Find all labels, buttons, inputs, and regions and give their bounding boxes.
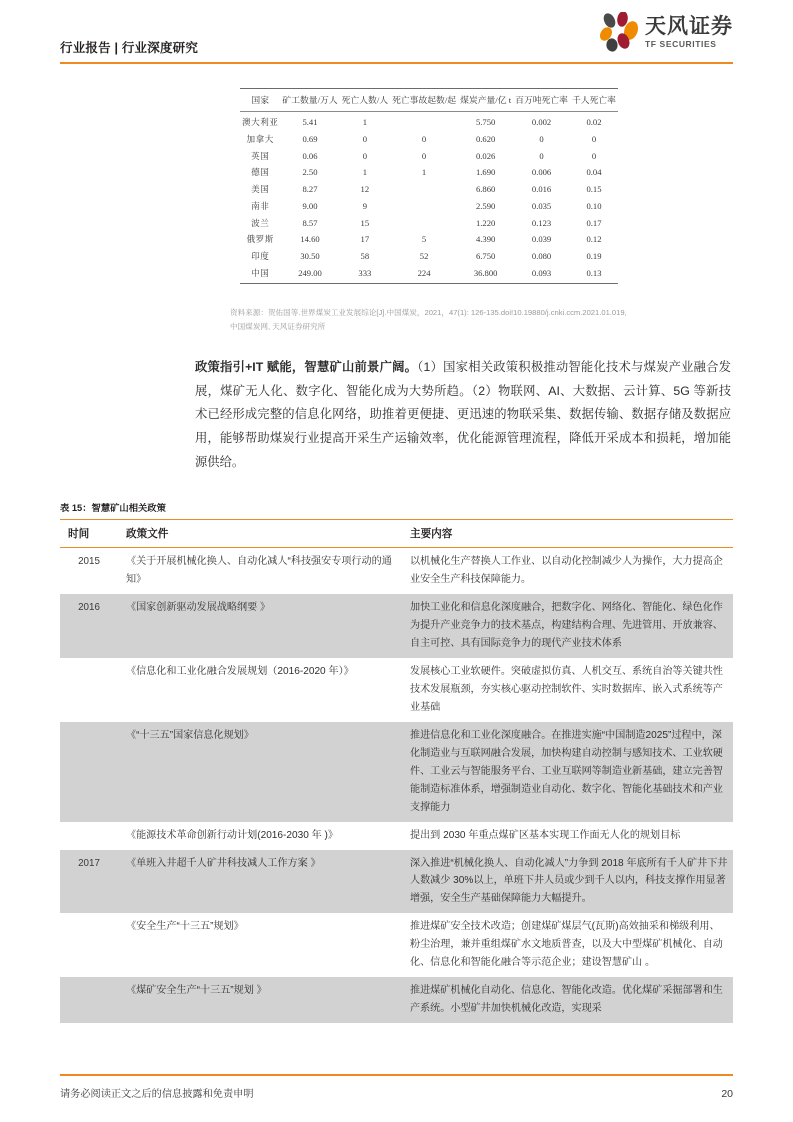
cell-deaths: 15 [360,217,370,228]
cell-accidents: 0 [421,133,427,144]
cell-miners: 249.00 [298,268,322,279]
cell-miners: 30.50 [300,251,320,262]
cell-accidents: 0 [421,150,427,161]
table-row [240,112,618,131]
coal-statistics-table [240,88,618,284]
cell-miners: 5.41 [302,117,318,127]
policy-cell-document: 《关于开展机械化换人、自动化减人“科技强安专项行动的通知》 [118,548,400,594]
cell-accidents [390,181,458,198]
footer-disclaimer: 请务必阅读正文之后的信息披露和免责申明 [60,1089,254,1100]
cell-rate-mt: 0.006 [531,167,552,178]
logo-chinese-name: 天风证券 [645,14,733,38]
policy-table-row [60,722,733,822]
cell-rate-mt: 0.080 [531,251,552,262]
cell-deaths: 333 [358,268,372,279]
cell-deaths: 58 [360,251,370,262]
cell-output: 0.026 [475,150,496,161]
policy-table-row [60,658,733,722]
cell-miners: 2.50 [302,167,318,178]
policy-cell-content: 推进信息化和工业化深度融合。在推进实施“中国制造2025”过程中，深化制造业与互联网融合发展，加快构建自动控制与感知技术、工业软硬件、工业云与智能服务平台、工业互联网等制造业新基础，建立完善智能制造标准体系，增强制造业自动化、数字化、智能化基础技术和产业支撑能力 [400,722,733,822]
cell-output: 2.590 [475,200,496,211]
cell-country: 美国 [251,184,270,195]
policy-cell-content: 提出到 2030 年重点煤矿区基本实现工作面无人化的规划目标 [400,822,733,850]
analysis-paragraph [195,356,733,474]
policy-cell-document: 《煤矿安全生产“十三五”规划 》 [118,977,400,1023]
tf-securities-logo-icon [598,12,640,52]
policy-cell-content: 深入推进“机械化换人、自动化减人”力争到 2018 年底所有千人矿井下井人数减少 30%以上，单班下井人员或少到千人以内，科技支撑作用显著增强，安全生产基础保障能力大幅提升。 [400,850,733,914]
cell-country: 波兰 [251,217,270,228]
company-logo [598,12,733,52]
policy-cell-document: 《单班入井超千人矿井科技减人工作方案 》 [118,850,400,914]
policy-col-header-time: 时间 [60,520,118,548]
footer-divider [60,1074,733,1076]
policy-col-header-content: 主要内容 [400,520,733,548]
policy-cell-document: 《信息化和工业化融合发展规划（2016-2020 年）》 [118,658,400,722]
table-row [240,164,618,181]
source-note [230,306,730,334]
cell-rate-mt: 0.035 [531,200,552,211]
col-header-accidents: 死亡事故起数/起 [392,95,457,105]
cell-rate-kp: 0 [591,150,597,161]
cell-output: 5.750 [475,117,496,127]
cell-output: 6.860 [475,184,496,195]
cell-country: 英国 [251,150,270,161]
cell-country: 澳大利亚 [242,117,279,127]
policy-table [60,519,733,1023]
policy-cell-content: 加快工业化和信息化深度融合，把数字化、网络化、智能化、绿色化作为提升产业竞争力的技术基点，构建结构合理、先进管用、开放兼容、自主可控、具有国际竞争力的现代产业技术体系 [400,594,733,658]
policy-cell-document: 《国家创新驱动发展战略纲要 》 [118,594,400,658]
cell-accidents: 5 [421,234,427,245]
cell-deaths: 0 [362,133,367,144]
table-row [240,265,618,284]
cell-rate-kp: 0 [591,133,597,144]
policy-cell-time [60,822,118,850]
cell-rate-kp: 0.19 [586,251,602,262]
policy-cell-time [60,913,118,977]
cell-rate-kp: 0.15 [586,184,602,195]
col-header-miners: 矿工数量/万人 [282,95,338,105]
cell-country: 德国 [251,167,270,178]
cell-output: 1.690 [475,167,496,178]
cell-deaths: 9 [362,200,367,211]
policy-cell-time: 2016 [60,594,118,658]
policy-table-row [60,977,733,1023]
coal-statistics-table-container [60,88,733,284]
cell-output: 6.750 [475,251,496,262]
footer-page-number: 20 [721,1088,733,1100]
col-header-country: 国家 [251,95,269,105]
cell-accidents: 1 [421,167,427,178]
table-header-row [240,89,618,112]
cell-rate-mt: 0 [539,150,544,161]
table-row [240,130,618,147]
policy-table-row [60,594,733,658]
coal-statistics-table-body [240,112,618,284]
policy-table-row [60,822,733,850]
cell-rate-kp: 0.02 [586,117,602,127]
cell-miners: 8.27 [302,184,318,195]
cell-output: 4.390 [475,234,496,245]
coal-statistics-table-head [240,89,618,112]
policy-cell-content: 推进煤矿机械化自动化、信息化、智能化改造。优化煤矿采掘部署和生产系统。小型矿井加快机械化改造，实现采 [400,977,733,1023]
cell-accidents: 52 [419,251,429,262]
cell-rate-mt: 0.002 [531,117,552,127]
policy-header-row [60,520,733,548]
policy-cell-time [60,722,118,822]
policy-cell-time: 2017 [60,850,118,914]
cell-miners: 0.69 [302,133,318,144]
cell-country: 加拿大 [246,133,274,144]
policy-table-caption: 表 15：智慧矿山相关政策 [60,503,166,514]
table-row [240,231,618,248]
cell-accidents [390,214,458,231]
cell-deaths: 0 [362,150,367,161]
cell-country: 中国 [251,268,270,279]
policy-table-row [60,850,733,914]
cell-rate-mt: 0.016 [531,184,552,195]
logo-english-name: TF SECURITIES [645,38,717,49]
policy-cell-content: 发展核心工业软硬件。突破虚拟仿真、人机交互、系统自治等关键共性技术发展瓶颈，夯实核心驱动控制软件、实时数据库、嵌入式系统等产业基础 [400,658,733,722]
page-title: 行业报告 | 行业深度研究 [60,41,199,55]
cell-rate-kp: 0.10 [586,200,602,211]
policy-cell-document: 《能源技术革命创新行动计划(2016-2030 年 )》 [118,822,400,850]
cell-rate-kp: 0.17 [586,217,602,228]
cell-country: 俄罗斯 [246,234,274,245]
cell-deaths: 1 [362,117,367,127]
analysis-paragraph-lead: 政策指引+IT 赋能，智慧矿山前景广阔。 [195,360,418,375]
cell-deaths: 12 [360,184,370,195]
cell-rate-kp: 0.12 [586,234,602,245]
table-row [240,198,618,215]
cell-rate-mt: 0.123 [531,217,552,228]
cell-miners: 9.00 [302,200,318,211]
cell-output: 36.800 [473,268,498,279]
cell-rate-mt: 0 [539,133,544,144]
cell-output: 0.620 [475,133,496,144]
cell-accidents: 224 [417,268,431,279]
policy-cell-time [60,977,118,1023]
cell-miners: 14.60 [300,234,320,245]
cell-deaths: 1 [362,167,367,178]
policy-cell-document: 《“十三五”国家信息化规划》 [118,722,400,822]
analysis-paragraph-body: （1）国家相关政策积极推动智能化技术与煤炭产业融合发展，煤矿无人化、数字化、智能化成为大势所趋。（2）物联网、AI、大数据、云计算、5G 等新技术已经形成完整的信息化网络，助推着更便捷、更迅速的物联采集、数据传输、数据存储及数据应用，能够帮助煤炭行业提高开采生产运输效率，优化能源管理流程，降低开采成本和损耗，增加能源供给。 [195,360,731,469]
table-row [240,181,618,198]
cell-miners: 8.57 [302,217,318,228]
cell-miners: 0.06 [302,150,318,161]
policy-cell-content: 以机械化生产替换人工作业、以自动化控制减少人为操作，大力提高企业安全生产科技保障能力。 [400,548,733,594]
cell-rate-kp: 0.04 [586,167,602,178]
cell-deaths: 17 [360,234,370,245]
policy-cell-content: 推进煤矿安全技术改造；创建煤矿煤层气(瓦斯)高效抽采和梯级利用、粉尘治理，兼并重组煤矿水文地质普查，以及大中型煤矿机械化、自动化、信息化和智能化融合等示范企业；建设智慧矿山 。 [400,913,733,977]
page-header [60,0,733,62]
table-row [240,214,618,231]
cell-country: 南非 [251,200,270,211]
cell-rate-kp: 0.13 [586,268,602,279]
col-header-deaths: 死亡人数/人 [341,95,389,105]
source-note-line-2: 中国煤炭网, 天风证券研究所 [230,322,326,332]
table-row [240,248,618,265]
policy-cell-time [60,658,118,722]
col-header-output: 煤炭产量/亿 t [460,95,512,105]
col-header-rate-kp: 千人死亡率 [571,95,616,105]
cell-rate-mt: 0.093 [531,268,552,279]
page-footer [60,1074,733,1100]
header-divider [60,62,733,64]
cell-accidents [390,198,458,215]
policy-cell-time: 2015 [60,548,118,594]
policy-cell-document: 《安全生产“十三五”规划》 [118,913,400,977]
policy-table-body [60,548,733,1023]
source-note-line-1: 资料来源：贺佑国等.世界煤炭工业发展综论[J].中国煤炭，2021，47(1): 126-135.doi!10.19880/j.cnki.ccm.2021.01.019, [230,308,627,318]
cell-output: 1.220 [475,217,496,228]
cell-rate-mt: 0.039 [531,234,552,245]
policy-table-row [60,548,733,594]
cell-accidents [390,112,458,131]
policy-table-head [60,520,733,548]
cell-country: 印度 [251,251,270,262]
policy-table-row [60,913,733,977]
policy-col-header-document: 政策文件 [118,520,400,548]
table-row [240,147,618,164]
col-header-rate-mt: 百万吨死亡率 [515,95,568,105]
